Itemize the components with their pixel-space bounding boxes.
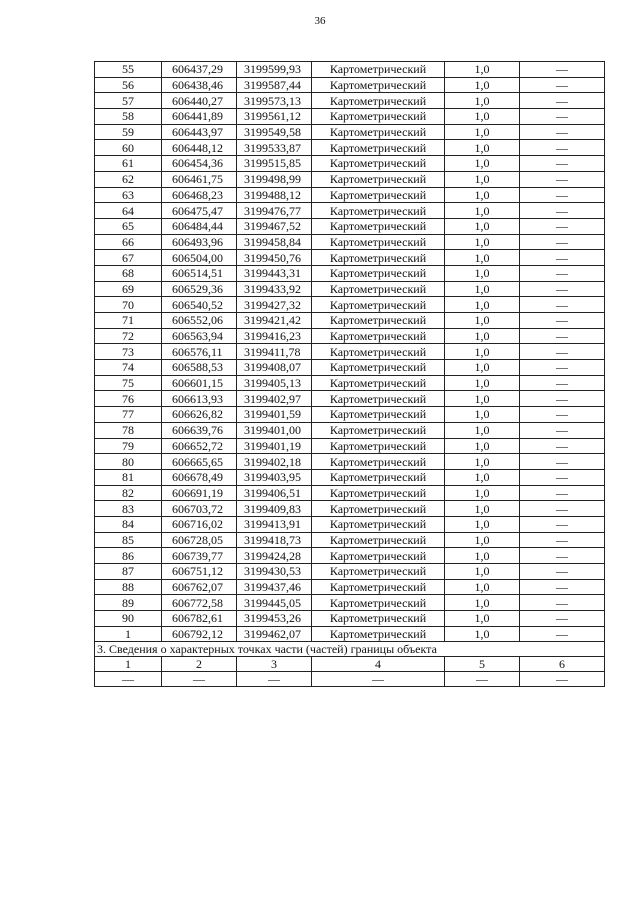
accuracy-cell: 1,0 [445,360,520,376]
y-coordinate-cell: 3199401,19 [237,438,312,454]
accuracy-cell: 1,0 [445,124,520,140]
table-row [95,564,605,580]
table-row [95,234,605,250]
description-cell: — [520,564,605,580]
description-cell: — [520,156,605,172]
point-number-cell: 80 [95,454,162,470]
x-coordinate-cell: 606484,44 [162,218,237,234]
method-cell: Картометрический [312,516,445,532]
y-coordinate-cell: 3199437,46 [237,579,312,595]
table-row [95,391,605,407]
section-3-cell: — [95,672,162,687]
section-3-header-row [95,657,605,672]
x-coordinate-cell: 606563,94 [162,328,237,344]
y-coordinate-cell: 3199450,76 [237,250,312,266]
x-coordinate-cell: 606751,12 [162,564,237,580]
table-row [95,438,605,454]
description-cell: — [520,124,605,140]
accuracy-cell: 1,0 [445,532,520,548]
description-cell: — [520,62,605,78]
table-row [95,422,605,438]
page-number: 36 [314,15,326,27]
x-coordinate-cell: 606691,19 [162,485,237,501]
section-3-header-cell: 2 [162,657,237,672]
x-coordinate-cell: 606504,00 [162,250,237,266]
accuracy-cell: 1,0 [445,595,520,611]
point-number-cell: 64 [95,203,162,219]
description-cell: — [520,187,605,203]
table-row [95,203,605,219]
y-coordinate-cell: 3199476,77 [237,203,312,219]
accuracy-cell: 1,0 [445,140,520,156]
x-coordinate-cell: 606576,11 [162,344,237,360]
y-coordinate-cell: 3199599,93 [237,62,312,78]
accuracy-cell: 1,0 [445,156,520,172]
x-coordinate-cell: 606461,75 [162,171,237,187]
table-row [95,281,605,297]
method-cell: Картометрический [312,62,445,78]
description-cell: — [520,532,605,548]
table-row [95,62,605,78]
description-cell: — [520,595,605,611]
x-coordinate-cell: 606728,05 [162,532,237,548]
y-coordinate-cell: 3199515,85 [237,156,312,172]
section-3-header-cell: 5 [445,657,520,672]
table-row [95,297,605,313]
x-coordinate-cell: 606441,89 [162,109,237,125]
point-number-cell: 72 [95,328,162,344]
table-row [95,595,605,611]
accuracy-cell: 1,0 [445,579,520,595]
x-coordinate-cell: 606529,36 [162,281,237,297]
y-coordinate-cell: 3199401,00 [237,422,312,438]
x-coordinate-cell: 606468,23 [162,187,237,203]
x-coordinate-cell: 606626,82 [162,407,237,423]
description-cell: — [520,501,605,517]
method-cell: Картометрический [312,344,445,360]
accuracy-cell: 1,0 [445,234,520,250]
x-coordinate-cell: 606493,96 [162,234,237,250]
section-3-cell: — [237,672,312,687]
description-cell: — [520,626,605,642]
x-coordinate-cell: 606475,47 [162,203,237,219]
section-3-header-cell: 3 [237,657,312,672]
point-number-cell: 76 [95,391,162,407]
accuracy-cell: 1,0 [445,564,520,580]
y-coordinate-cell: 3199403,95 [237,469,312,485]
description-cell: — [520,234,605,250]
table-row [95,469,605,485]
point-number-cell: 60 [95,140,162,156]
method-cell: Картометрический [312,469,445,485]
point-number-cell: 87 [95,564,162,580]
method-cell: Картометрический [312,328,445,344]
y-coordinate-cell: 3199453,26 [237,611,312,627]
point-number-cell: 83 [95,501,162,517]
x-coordinate-cell: 606792,12 [162,626,237,642]
method-cell: Картометрический [312,218,445,234]
x-coordinate-cell: 606601,15 [162,375,237,391]
point-number-cell: 66 [95,234,162,250]
section-3-header-cell: 6 [520,657,605,672]
x-coordinate-cell: 606437,29 [162,62,237,78]
table-row [95,109,605,125]
y-coordinate-cell: 3199418,73 [237,532,312,548]
table-row [95,516,605,532]
section-3-cell: — [520,672,605,687]
point-number-cell: 68 [95,265,162,281]
method-cell: Картометрический [312,109,445,125]
method-cell: Картометрический [312,124,445,140]
section-3-header-cell: 1 [95,657,162,672]
section-3-cell: — [445,672,520,687]
accuracy-cell: 1,0 [445,203,520,219]
point-number-cell: 89 [95,595,162,611]
method-cell: Картометрический [312,360,445,376]
y-coordinate-cell: 3199416,23 [237,328,312,344]
accuracy-cell: 1,0 [445,454,520,470]
description-cell: — [520,422,605,438]
description-cell: — [520,109,605,125]
y-coordinate-cell: 3199445,05 [237,595,312,611]
point-number-cell: 82 [95,485,162,501]
method-cell: Картометрический [312,265,445,281]
table-row [95,140,605,156]
y-coordinate-cell: 3199406,51 [237,485,312,501]
method-cell: Картометрический [312,422,445,438]
description-cell: — [520,328,605,344]
x-coordinate-cell: 606772,58 [162,595,237,611]
x-coordinate-cell: 606438,46 [162,77,237,93]
x-coordinate-cell: 606678,49 [162,469,237,485]
table-row [95,626,605,642]
description-cell: — [520,611,605,627]
point-number-cell: 65 [95,218,162,234]
x-coordinate-cell: 606514,51 [162,265,237,281]
y-coordinate-cell: 3199405,13 [237,375,312,391]
table-row [95,218,605,234]
method-cell: Картометрический [312,626,445,642]
point-number-cell: 56 [95,77,162,93]
section-3-header-cell: 4 [312,657,445,672]
y-coordinate-cell: 3199561,12 [237,109,312,125]
description-cell: — [520,297,605,313]
table-row [95,532,605,548]
description-cell: — [520,265,605,281]
x-coordinate-cell: 606443,97 [162,124,237,140]
section-3 [95,642,605,687]
method-cell: Картометрический [312,140,445,156]
accuracy-cell: 1,0 [445,407,520,423]
x-coordinate-cell: 606588,53 [162,360,237,376]
description-cell: — [520,77,605,93]
description-cell: — [520,407,605,423]
y-coordinate-cell: 3199467,52 [237,218,312,234]
y-coordinate-cell: 3199413,91 [237,516,312,532]
boundary-points-table [94,61,605,687]
method-cell: Картометрический [312,234,445,250]
table-row [95,485,605,501]
accuracy-cell: 1,0 [445,218,520,234]
y-coordinate-cell: 3199411,78 [237,344,312,360]
accuracy-cell: 1,0 [445,62,520,78]
table-row [95,93,605,109]
section-3-data-row [95,672,605,687]
point-number-cell: 55 [95,62,162,78]
method-cell: Картометрический [312,391,445,407]
x-coordinate-cell: 606540,52 [162,297,237,313]
point-number-cell: 70 [95,297,162,313]
method-cell: Картометрический [312,407,445,423]
table-row [95,171,605,187]
x-coordinate-cell: 606448,12 [162,140,237,156]
table-row [95,501,605,517]
accuracy-cell: 1,0 [445,250,520,266]
method-cell: Картометрический [312,454,445,470]
table-row [95,187,605,203]
method-cell: Картометрический [312,611,445,627]
point-number-cell: 79 [95,438,162,454]
y-coordinate-cell: 3199402,97 [237,391,312,407]
y-coordinate-cell: 3199458,84 [237,234,312,250]
method-cell: Картометрический [312,501,445,517]
description-cell: — [520,281,605,297]
y-coordinate-cell: 3199549,58 [237,124,312,140]
x-coordinate-cell: 606739,77 [162,548,237,564]
method-cell: Картометрический [312,250,445,266]
accuracy-cell: 1,0 [445,77,520,93]
point-number-cell: 58 [95,109,162,125]
accuracy-cell: 1,0 [445,375,520,391]
point-number-cell: 63 [95,187,162,203]
description-cell: — [520,579,605,595]
y-coordinate-cell: 3199488,12 [237,187,312,203]
accuracy-cell: 1,0 [445,611,520,627]
y-coordinate-cell: 3199462,07 [237,626,312,642]
table-row [95,156,605,172]
accuracy-cell: 1,0 [445,469,520,485]
y-coordinate-cell: 3199402,18 [237,454,312,470]
description-cell: — [520,203,605,219]
description-cell: — [520,391,605,407]
method-cell: Картометрический [312,93,445,109]
section-3-title-row [95,642,605,657]
accuracy-cell: 1,0 [445,485,520,501]
point-number-cell: 1 [95,626,162,642]
x-coordinate-cell: 606454,36 [162,156,237,172]
point-number-cell: 71 [95,313,162,329]
method-cell: Картометрический [312,187,445,203]
accuracy-cell: 1,0 [445,297,520,313]
x-coordinate-cell: 606639,76 [162,422,237,438]
y-coordinate-cell: 3199430,53 [237,564,312,580]
accuracy-cell: 1,0 [445,281,520,297]
y-coordinate-cell: 3199421,42 [237,313,312,329]
method-cell: Картометрический [312,564,445,580]
y-coordinate-cell: 3199427,32 [237,297,312,313]
method-cell: Картометрический [312,485,445,501]
accuracy-cell: 1,0 [445,171,520,187]
description-cell: — [520,438,605,454]
accuracy-cell: 1,0 [445,93,520,109]
description-cell: — [520,485,605,501]
point-number-cell: 67 [95,250,162,266]
method-cell: Картометрический [312,77,445,93]
accuracy-cell: 1,0 [445,422,520,438]
accuracy-cell: 1,0 [445,438,520,454]
table-row [95,360,605,376]
description-cell: — [520,360,605,376]
description-cell: — [520,516,605,532]
table-row [95,579,605,595]
point-number-cell: 61 [95,156,162,172]
description-cell: — [520,140,605,156]
accuracy-cell: 1,0 [445,265,520,281]
method-cell: Картометрический [312,313,445,329]
point-number-cell: 75 [95,375,162,391]
x-coordinate-cell: 606652,72 [162,438,237,454]
section-3-cell: — [312,672,445,687]
description-cell: — [520,469,605,485]
x-coordinate-cell: 606762,07 [162,579,237,595]
accuracy-cell: 1,0 [445,516,520,532]
point-number-cell: 88 [95,579,162,595]
point-number-cell: 90 [95,611,162,627]
accuracy-cell: 1,0 [445,501,520,517]
y-coordinate-cell: 3199409,83 [237,501,312,517]
method-cell: Картометрический [312,375,445,391]
table-row [95,124,605,140]
point-number-cell: 84 [95,516,162,532]
x-coordinate-cell: 606440,27 [162,93,237,109]
y-coordinate-cell: 3199443,31 [237,265,312,281]
method-cell: Картометрический [312,171,445,187]
y-coordinate-cell: 3199573,13 [237,93,312,109]
table-row [95,407,605,423]
points-table-body [95,62,605,642]
x-coordinate-cell: 606613,93 [162,391,237,407]
x-coordinate-cell: 606782,61 [162,611,237,627]
table-row [95,250,605,266]
x-coordinate-cell: 606552,06 [162,313,237,329]
method-cell: Картометрический [312,532,445,548]
x-coordinate-cell: 606716,02 [162,516,237,532]
description-cell: — [520,171,605,187]
method-cell: Картометрический [312,156,445,172]
x-coordinate-cell: 606703,72 [162,501,237,517]
point-number-cell: 74 [95,360,162,376]
table-row [95,313,605,329]
description-cell: — [520,548,605,564]
accuracy-cell: 1,0 [445,626,520,642]
table-row [95,611,605,627]
description-cell: — [520,313,605,329]
table-row [95,454,605,470]
method-cell: Картометрический [312,281,445,297]
accuracy-cell: 1,0 [445,109,520,125]
point-number-cell: 81 [95,469,162,485]
y-coordinate-cell: 3199533,87 [237,140,312,156]
y-coordinate-cell: 3199433,92 [237,281,312,297]
table-row [95,344,605,360]
method-cell: Картометрический [312,438,445,454]
section-3-title: 3. Сведения о характерных точках части (частей) границы объекта [95,642,605,657]
point-number-cell: 69 [95,281,162,297]
accuracy-cell: 1,0 [445,313,520,329]
method-cell: Картометрический [312,297,445,313]
point-number-cell: 78 [95,422,162,438]
point-number-cell: 77 [95,407,162,423]
point-number-cell: 62 [95,171,162,187]
y-coordinate-cell: 3199408,07 [237,360,312,376]
point-number-cell: 86 [95,548,162,564]
description-cell: — [520,375,605,391]
method-cell: Картометрический [312,579,445,595]
table-row [95,375,605,391]
y-coordinate-cell: 3199498,99 [237,171,312,187]
description-cell: — [520,93,605,109]
point-number-cell: 57 [95,93,162,109]
method-cell: Картометрический [312,595,445,611]
method-cell: Картометрический [312,548,445,564]
method-cell: Картометрический [312,203,445,219]
y-coordinate-cell: 3199401,59 [237,407,312,423]
description-cell: — [520,454,605,470]
section-3-cell: — [162,672,237,687]
description-cell: — [520,344,605,360]
y-coordinate-cell: 3199587,44 [237,77,312,93]
table-row [95,77,605,93]
point-number-cell: 73 [95,344,162,360]
accuracy-cell: 1,0 [445,391,520,407]
x-coordinate-cell: 606665,65 [162,454,237,470]
description-cell: — [520,250,605,266]
table-row [95,265,605,281]
accuracy-cell: 1,0 [445,548,520,564]
point-number-cell: 85 [95,532,162,548]
y-coordinate-cell: 3199424,28 [237,548,312,564]
accuracy-cell: 1,0 [445,187,520,203]
accuracy-cell: 1,0 [445,344,520,360]
description-cell: — [520,218,605,234]
table-row [95,328,605,344]
table-row [95,548,605,564]
point-number-cell: 59 [95,124,162,140]
accuracy-cell: 1,0 [445,328,520,344]
